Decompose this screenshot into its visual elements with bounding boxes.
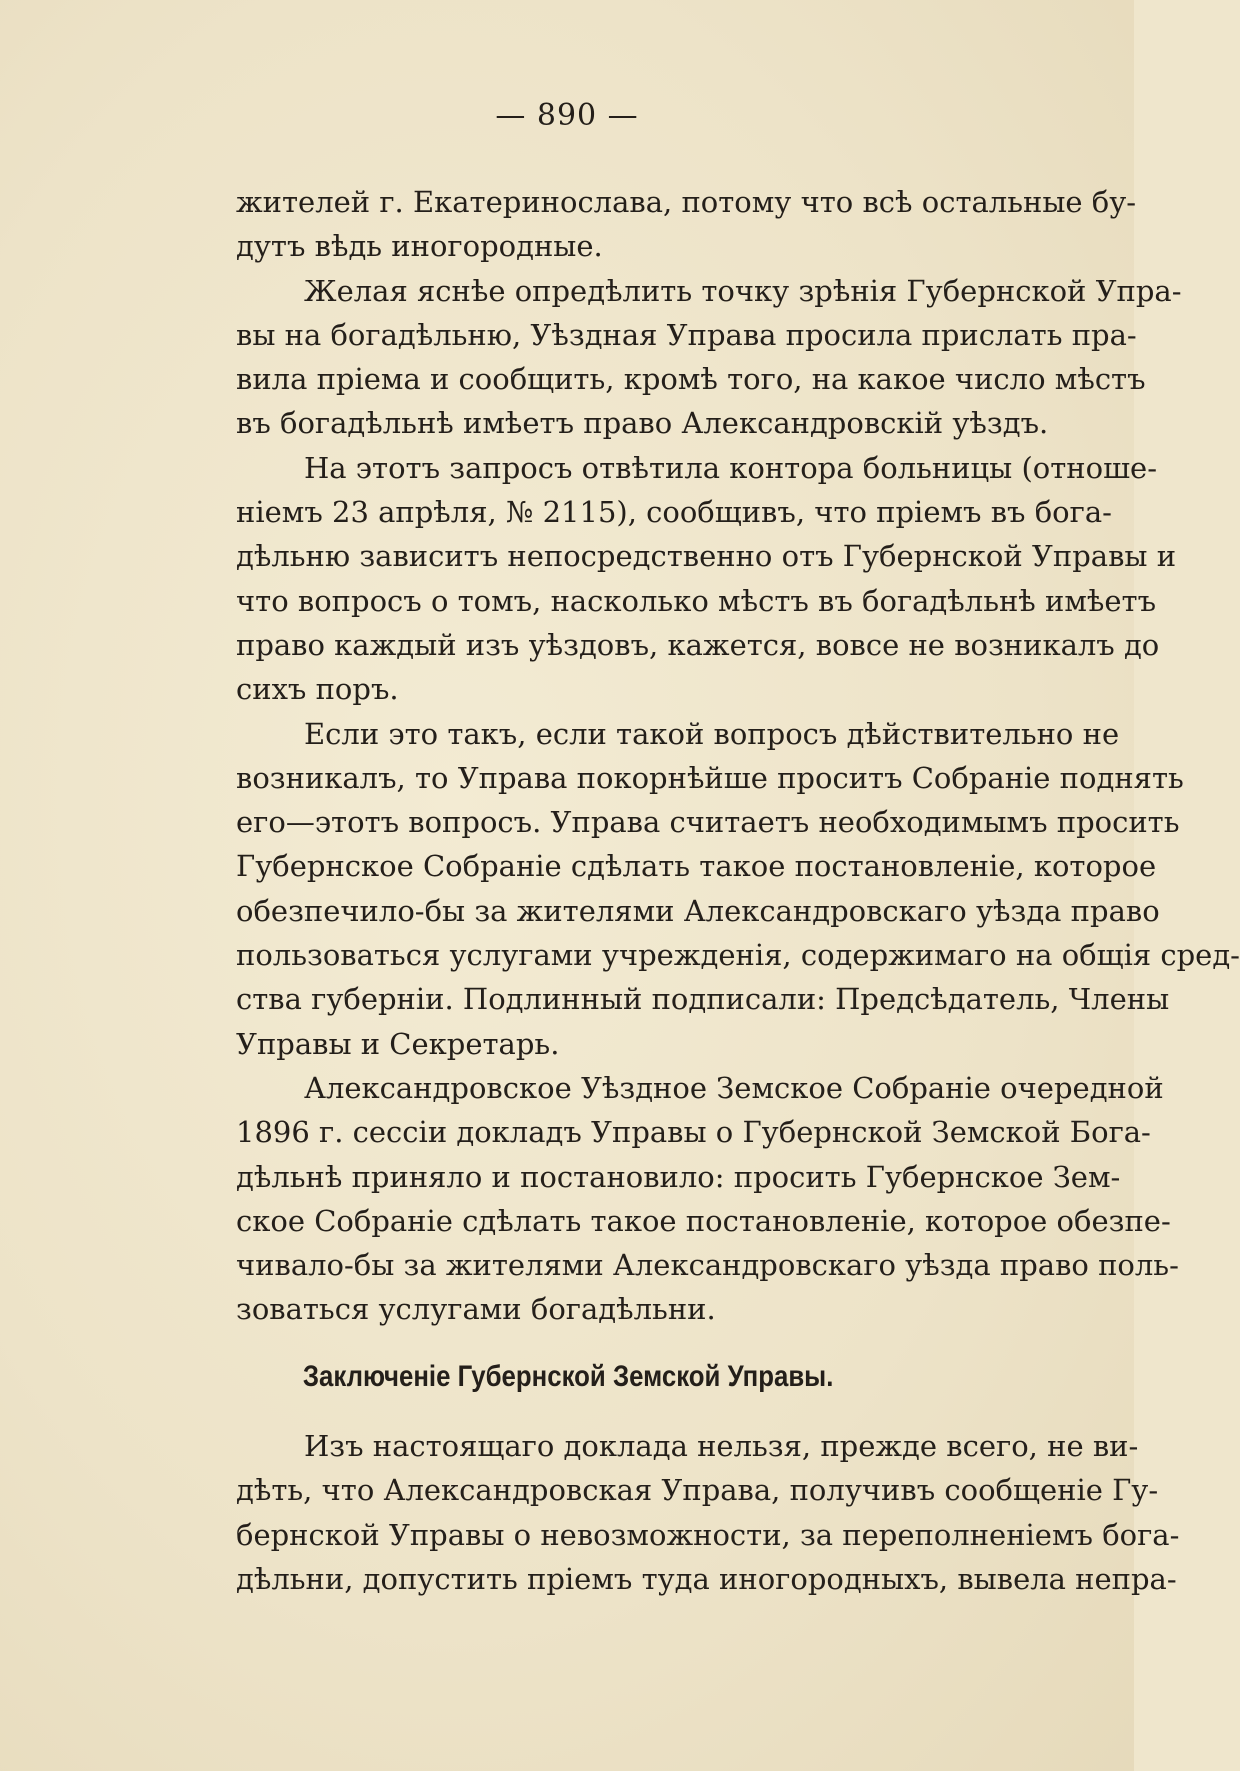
- paragraph: [236, 712, 1240, 1066]
- text-line: дѣльни, допустить пріемъ туда иногородныхъ, вывела непра-: [236, 1561, 1177, 1596]
- text-line: обезпечило-бы за жителями Александровскаго уѣзда право: [236, 893, 1160, 928]
- text-line: ніемъ 23 апрѣля, № 2115), сообщивъ, что пріемъ въ бога-: [236, 495, 1112, 530]
- text-line: Изъ настоящаго доклада нельзя, прежде всего, не ви-: [304, 1429, 1139, 1463]
- text-line: дѣльню зависитъ непосредственно отъ Губернской Управы и: [236, 539, 1177, 574]
- text-line: Александровское Уѣздное Земское Собраніе очередной: [304, 1070, 1164, 1105]
- body-text-top: [236, 180, 1240, 1332]
- paragraph: [236, 1066, 1179, 1332]
- section-heading: Заключеніе Губернской Земской Управы.: [302, 1360, 834, 1393]
- text-line: дутъ вѣдь иногородные.: [236, 229, 603, 264]
- page-number: — 890 —: [495, 98, 639, 133]
- text-line: жителей г. Екатеринослава, потому что всѣ остальные бу-: [236, 185, 1137, 219]
- text-line: Управы и Секретарь.: [236, 1026, 560, 1061]
- paragraph: [236, 446, 1177, 712]
- text-line: его—этотъ вопросъ. Управа считаетъ необходимымъ просить: [236, 805, 1180, 840]
- text-line: что вопросъ о томъ, насколько мѣстъ въ богадѣльнѣ имѣетъ: [236, 583, 1157, 618]
- text-line: ства губерніи. Подлинный подписали: Предсѣдатель, Члены: [236, 982, 1170, 1017]
- text-line: Губернское Собраніе сдѣлать такое постановленіе, которое: [236, 849, 1157, 884]
- text-line: бернской Управы о невозможности, за переполненіемъ бога-: [236, 1517, 1180, 1552]
- paragraph: [236, 269, 1182, 446]
- paragraph: [236, 1424, 1180, 1601]
- text-line: ское Собраніе сдѣлать такое постановленіе, которое обезпе-: [236, 1203, 1171, 1238]
- text-line: въ богадѣльнѣ имѣетъ право Александровскій уѣздъ.: [236, 406, 1049, 441]
- text-line: Если это такъ, если такой вопросъ дѣйствительно не: [304, 716, 1120, 751]
- text-line: вила пріема и сообщить, кромѣ того, на какое число мѣстъ: [236, 362, 1146, 397]
- body-text-bottom: [236, 1424, 1180, 1601]
- text-line: На этотъ запросъ отвѣтила контора больницы (отноше-: [304, 450, 1157, 485]
- text-line: 1896 г. сессіи докладъ Управы о Губернской Земской Бога-: [236, 1115, 1151, 1150]
- text-line: вы на богадѣльню, Уѣздная Управа просила прислать пра-: [236, 317, 1137, 352]
- text-line: чивало-бы за жителями Александровскаго уѣзда право поль-: [236, 1248, 1179, 1283]
- text-line: дѣльнѣ приняло и постановило: просить Губернское Зем-: [236, 1159, 1121, 1194]
- text-line: сихъ поръ.: [236, 672, 399, 707]
- text-line: дѣть, что Александровская Управа, получивъ сообщеніе Гу-: [236, 1473, 1159, 1508]
- text-line: пользоваться услугами учрежденія, содержимаго на общія сред-: [236, 938, 1240, 973]
- text-line: право каждый изъ уѣздовъ, кажется, вовсе не возникалъ до: [236, 627, 1160, 662]
- text-line: зоваться услугами богадѣльни.: [236, 1292, 716, 1327]
- text-line: Желая яснѣе опредѣлить точку зрѣнія Губернской Упра-: [304, 273, 1182, 308]
- text-line: возникалъ, то Управа покорнѣйше проситъ Собраніе поднять: [236, 760, 1184, 795]
- paragraph: [236, 180, 1137, 269]
